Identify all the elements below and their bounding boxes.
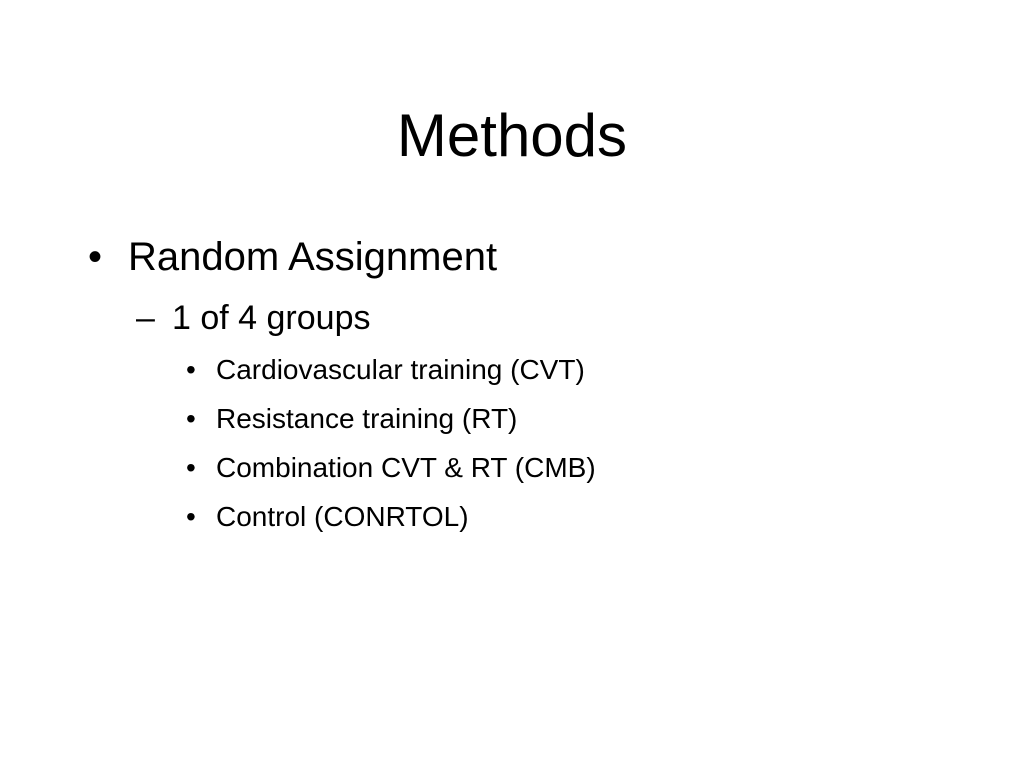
group-item-control bbox=[186, 499, 469, 535]
sub-bullet-item-groups bbox=[136, 296, 370, 340]
group-item-cvt bbox=[186, 352, 585, 388]
slide-title: Methods bbox=[396, 102, 628, 169]
group-item-text: Resistance training (RT) bbox=[216, 403, 518, 434]
group-item-text: Cardiovascular training (CVT) bbox=[216, 354, 585, 385]
dash-icon: – bbox=[136, 299, 155, 337]
group-item-rt bbox=[186, 401, 517, 437]
group-item-cmb bbox=[186, 450, 596, 486]
bullet-icon: • bbox=[186, 501, 196, 532]
group-item-text: Combination CVT & RT (CMB) bbox=[216, 452, 596, 483]
bullet-icon: • bbox=[88, 235, 103, 279]
bullet-icon: • bbox=[186, 403, 196, 434]
bullet-text: Random Assignment bbox=[128, 235, 498, 279]
bullet-icon: • bbox=[186, 452, 196, 483]
sub-bullet-text: 1 of 4 groups bbox=[172, 299, 371, 337]
bullet-item-random-assignment bbox=[88, 232, 497, 282]
group-item-text: Control (CONRTOL) bbox=[216, 501, 469, 532]
bullet-icon: • bbox=[186, 354, 196, 385]
